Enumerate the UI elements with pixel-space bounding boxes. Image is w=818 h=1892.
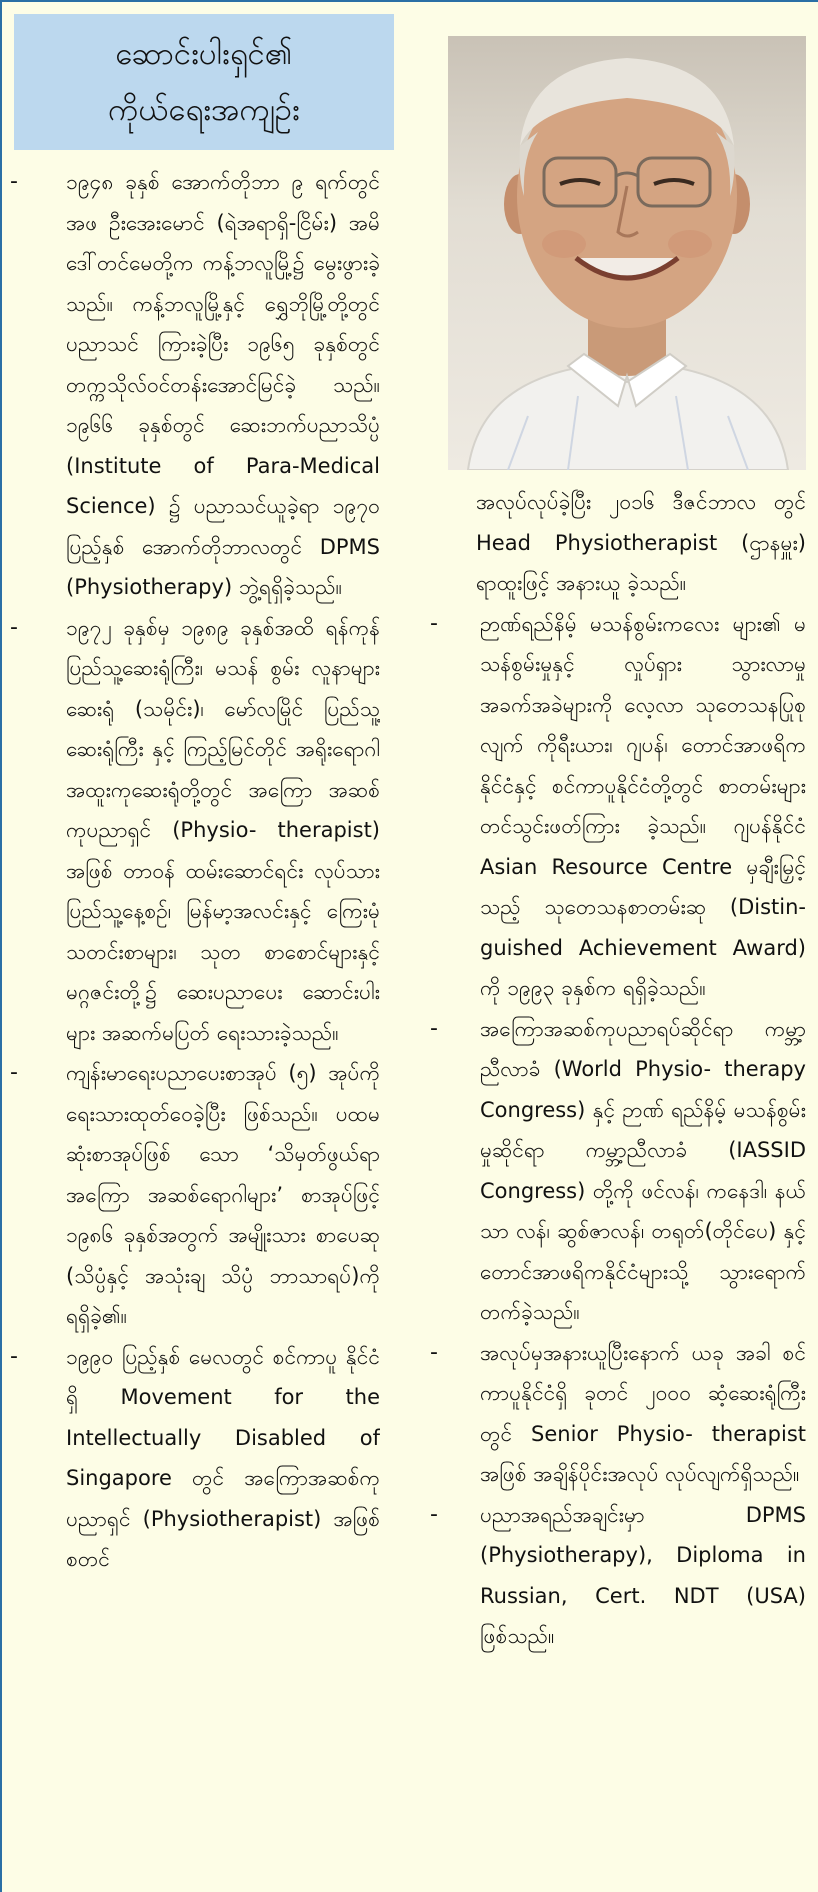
bio-item-text: ၁၉၉၀ ပြည့်နှစ် မေလတွင် စင်ကာပူ နိုင်ငံရှိ Movement for the Intellectually Disabled of Singapore တွင် အကြောအဆစ်ကု ပညာရှင် (Physiotherapist) အဖြစ် စတင်	[66, 1344, 380, 1571]
bio-item-7	[430, 1333, 806, 1495]
bio-item-6	[430, 1009, 806, 1333]
bio-title-line-1: ဆောင်းပါးရှင်၏	[115, 36, 293, 72]
bio-item-text: ၁၉၇၂ ခုနှစ်မှ ၁၉၈၉ ခုနှစ်အထိ ရန်ကုန်ပြည်သူ့ဆေးရုံကြီး၊ မသန် စွမ်း လူနာများ ဆေးရုံ (သမိုင်း)၊ မော်လမြိုင် ပြည်သူ့ဆေးရုံကြီး နှင့် ကြည့်မြင်တိုင် အရိုးရောဂါ အထူးကုဆေးရုံတို့တွင် အကြော အဆစ်ကုပညာရှင် (Physio- therapist) အဖြစ် တာဝန် ထမ်းဆောင်ရင်း လုပ်သား ပြည်သူ့နေ့စဉ်၊ မြန်မာ့အလင်းနှင့် ကြေးမုံသတင်းစာများ၊ သုတ စာစောင်များနှင့် မဂ္ဂဇင်းတို့၌ ဆေးပညာပေး ဆောင်းပါးများ အဆက်မပြတ် ရေးသားခဲ့သည်။	[66, 615, 380, 1045]
bio-item-4	[10, 1337, 380, 1580]
bio-item-continued	[430, 482, 806, 604]
bio-item-text: အကြောအဆစ်ကုပညာရပ်ဆိုင်ရာ ကမ္ဘာ့ညီလာခံ (World Physio- therapy Congress) နှင့် ဉာဏ် ရည်နိမ့် မသန်စွမ်းမှုဆိုင်ရာ ကမ္ဘာ့ညီလာခံ (IASSID Congress) တို့ကို ဖင်လန်၊ ကနေဒါ၊ နယ်သာ လန်၊ ဆွစ်ဇာလန်၊ တရုတ်(တိုင်ပေ) နှင့် တောင်အာဖရိကနိုင်ငံများသို့ သွားရောက်တက်ခဲ့သည်။	[480, 1016, 806, 1324]
list-dash: -	[430, 1339, 438, 1365]
bio-item-2	[10, 608, 380, 1054]
bio-item-3	[10, 1053, 380, 1337]
list-dash: -	[10, 1060, 18, 1085]
bio-item-8	[430, 1495, 806, 1657]
left-column	[10, 162, 380, 1887]
bio-title-line-2: ကိုယ်ရေးအကျဉ်း	[108, 92, 300, 128]
bio-title-box	[14, 14, 394, 150]
list-dash: -	[430, 1015, 438, 1041]
list-dash: -	[10, 614, 18, 640]
list-dash: -	[430, 610, 438, 636]
list-dash: -	[10, 1343, 18, 1369]
bio-item-text: အလုပ်လုပ်ခဲ့ပြီး ၂၀၁၆ ဒီဇင်ဘာလ တွင် Head Physiotherapist (ဌာနမှူး) ရာထူးဖြင့် အနားယူ ခဲ့သည်။	[476, 490, 806, 595]
bio-item-text: ဉာဏ်ရည်နိမ့် မသန်စွမ်းကလေး များ၏ မသန်စွမ်းမှုနှင့် လှုပ်ရှား သွားလာမှု အခက်အခဲများကို လေ့လာ သုတေသနပြုစုလျက် ကိုရီးယား၊ ဂျပန်၊ တောင်အာဖရိက နိုင်ငံနှင့် စင်ကာပူနိုင်ငံတို့တွင် စာတမ်းများ တင်သွင်းဖတ်ကြား ခဲ့သည်။ ဂျပန်နိုင်ငံ Asian Resource Centre မှချီးမြှင့်သည့် သုတေသနစာတမ်းဆု (Distin- guished Achievement Award) ကို ၁၉၉၃ ခုနှစ်က ရရှိခဲ့သည်။	[480, 611, 806, 1000]
right-column	[430, 482, 806, 1887]
bio-item-text: ကျန်းမာရေးပညာပေးစာအုပ် (၅) အုပ်ကို ရေးသားထုတ်ဝေခဲ့ပြီး ဖြစ်သည်။ ပထမဆုံးစာအုပ်ဖြစ် သော ‘သိမှတ်ဖွယ်ရာ အကြော အဆစ်ရောဂါများ’ စာအုပ်ဖြင့် ၁၉၈၆ ခုနှစ်အတွက် အမျိုးသား စာပေဆု (သိပ္ပံနှင့် အသုံးချ သိပ္ပံ ဘာသာရပ်)ကို ရရှိခဲ့၏။	[66, 1061, 380, 1328]
bio-item-text: အလုပ်မှအနားယူပြီးနောက် ယခု အခါ စင်ကာပူနိုင်ငံရှိ ခုတင် ၂၀၀၀ ဆံ့ဆေးရုံကြီးတွင် Senior Physio- therapist အဖြစ် အချိန်ပိုင်းအလုပ် လုပ်လျက်ရှိသည်။	[480, 1340, 806, 1486]
bio-item-5	[430, 604, 806, 1009]
bio-item-text: ၁၉၄၈ ခုနှစ် အောက်တိုဘာ ၉ ရက်တွင် အဖ ဦးအေးမောင် (ရဲအရာရှိ-ငြိမ်း) အမိ ဒေါ်တင်မေတို့က ကန့်ဘလူမြို့၌ မွေးဖွားခဲ့သည်။ ကန့်ဘလူမြို့နှင့် ရွှေဘိုမြို့တို့တွင် ပညာသင် ကြားခဲ့ပြီး ၁၉၆၅ ခုနှစ်တွင် တက္ကသိုလ်ဝင်တန်းအောင်မြင်ခဲ့ သည်။ ၁၉၆၆ ခုနှစ်တွင် ဆေးဘက်ပညာသိပ္ပံ (Institute of Para-Medical Science) ၌ ပညာသင်ယူခဲ့ရာ ၁၉၇၀ ပြည့်နှစ် အောက်တိုဘာလတွင် DPMS (Physiotherapy) ဘွဲ့ရရှိခဲ့သည်။	[66, 170, 380, 599]
list-dash: -	[430, 1501, 438, 1527]
portrait-illustration	[448, 36, 806, 470]
bio-item-text: ပညာအရည်အချင်းမှာ DPMS (Physiotherapy), Diploma in Russian, Cert. NDT (USA) ဖြစ်သည်။	[480, 1502, 806, 1648]
portrait-photo	[448, 36, 806, 470]
list-dash: -	[10, 169, 18, 194]
bio-item-1	[10, 162, 380, 608]
